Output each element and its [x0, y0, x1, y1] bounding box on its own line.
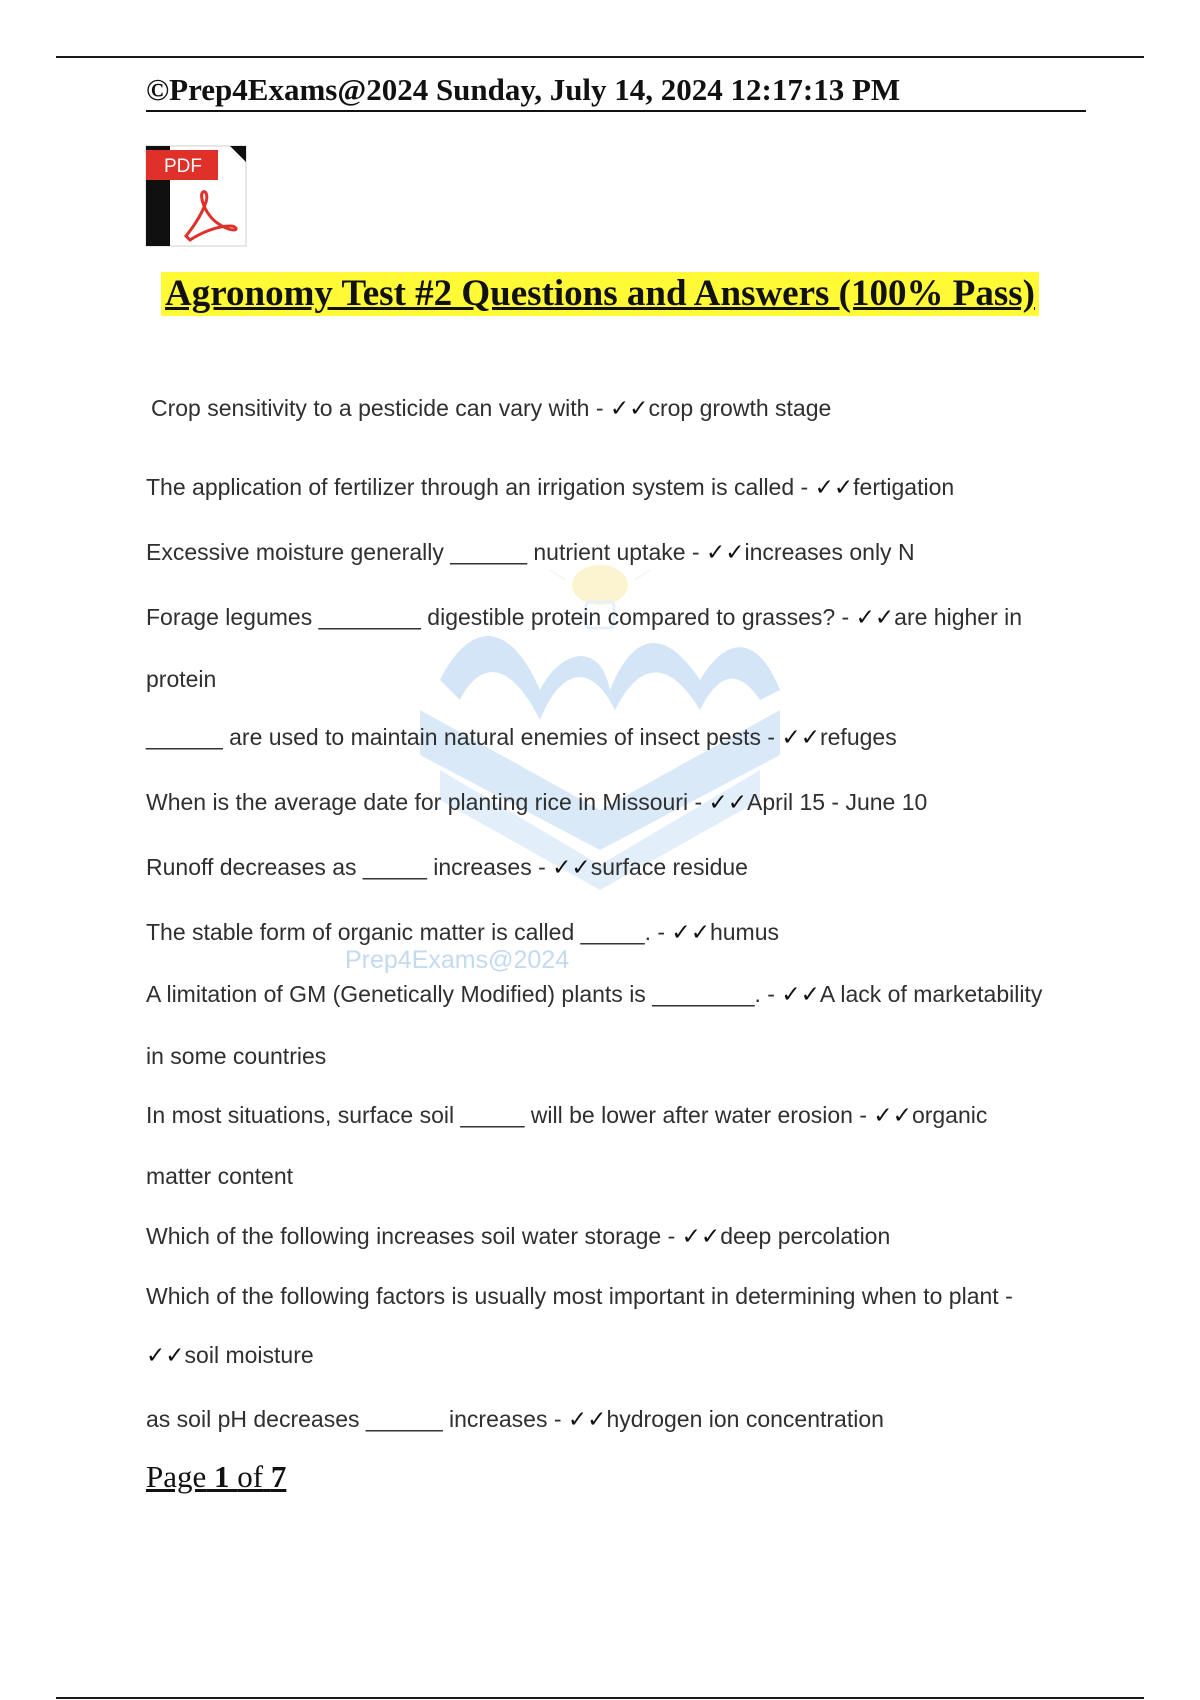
check-icon: ✓✓: [708, 789, 748, 815]
check-icon: ✓✓: [781, 981, 820, 1007]
qa-item: When is the average date for planting rice in Missouri - ✓✓April 15 - June 10: [146, 789, 928, 815]
check-icon: ✓✓: [146, 1342, 185, 1368]
qa-item: The application of fertilizer through an irrigation system is called - ✓✓fertigation: [146, 474, 955, 500]
qa-item: Crop sensitivity to a pesticide can vary with - ✓✓crop growth stage: [151, 395, 832, 421]
qa-item-continuation: in some countries: [146, 1043, 327, 1069]
check-icon: ✓✓: [681, 1223, 721, 1249]
page-header: ©Prep4Exams@2024 Sunday, July 14, 2024 12:17:13 PM: [146, 72, 1086, 112]
qa-item: Forage legumes ________ digestible protein compared to grasses? - ✓✓are higher in: [146, 604, 1023, 630]
check-icon: ✓✓: [814, 474, 854, 500]
check-icon: ✓✓: [671, 919, 710, 945]
qa-item-continuation: ✓✓soil moisture: [146, 1342, 314, 1368]
check-icon: ✓✓: [873, 1102, 912, 1128]
qa-item: ______ are used to maintain natural enemies of insect pests - ✓✓refuges: [146, 724, 897, 750]
check-icon: ✓✓: [855, 604, 895, 630]
document-title: Agronomy Test #2 Questions and Answers (100% Pass): [161, 272, 1039, 316]
qa-item: Which of the following factors is usually most important in determining when to plant -: [146, 1283, 1013, 1309]
qa-item: Which of the following increases soil water storage - ✓✓deep percolation: [146, 1223, 891, 1249]
qa-item-continuation: matter content: [146, 1163, 294, 1189]
check-icon: ✓✓: [609, 395, 649, 421]
qa-item: The stable form of organic matter is called _____. - ✓✓humus: [146, 919, 780, 945]
check-icon: ✓✓: [552, 854, 591, 880]
top-rule: [56, 56, 1144, 58]
bottom-rule: [56, 1697, 1144, 1699]
qa-item: Excessive moisture generally ______ nutrient uptake - ✓✓increases only N: [146, 539, 915, 565]
page-number: Page 1 of 7: [146, 1459, 287, 1494]
qa-item: as soil pH decreases ______ increases - ✓✓hydrogen ion concentration: [146, 1406, 884, 1432]
title-wrap: [0, 272, 1200, 316]
check-icon: ✓✓: [705, 539, 745, 565]
check-icon: ✓✓: [781, 724, 820, 750]
check-icon: ✓✓: [567, 1406, 607, 1432]
qa-item-continuation: protein: [146, 666, 217, 692]
pdf-file-icon: [146, 146, 246, 246]
qa-item: In most situations, surface soil _____ will be lower after water erosion - ✓✓organic: [146, 1102, 988, 1128]
qa-item: Runoff decreases as _____ increases - ✓✓surface residue: [146, 854, 748, 880]
qa-item: A limitation of GM (Genetically Modified) plants is ________. - ✓✓A lack of marketability: [146, 981, 1043, 1007]
watermark-text: Prep4Exams@2024: [345, 946, 570, 974]
pdf-label: PDF: [164, 156, 202, 177]
